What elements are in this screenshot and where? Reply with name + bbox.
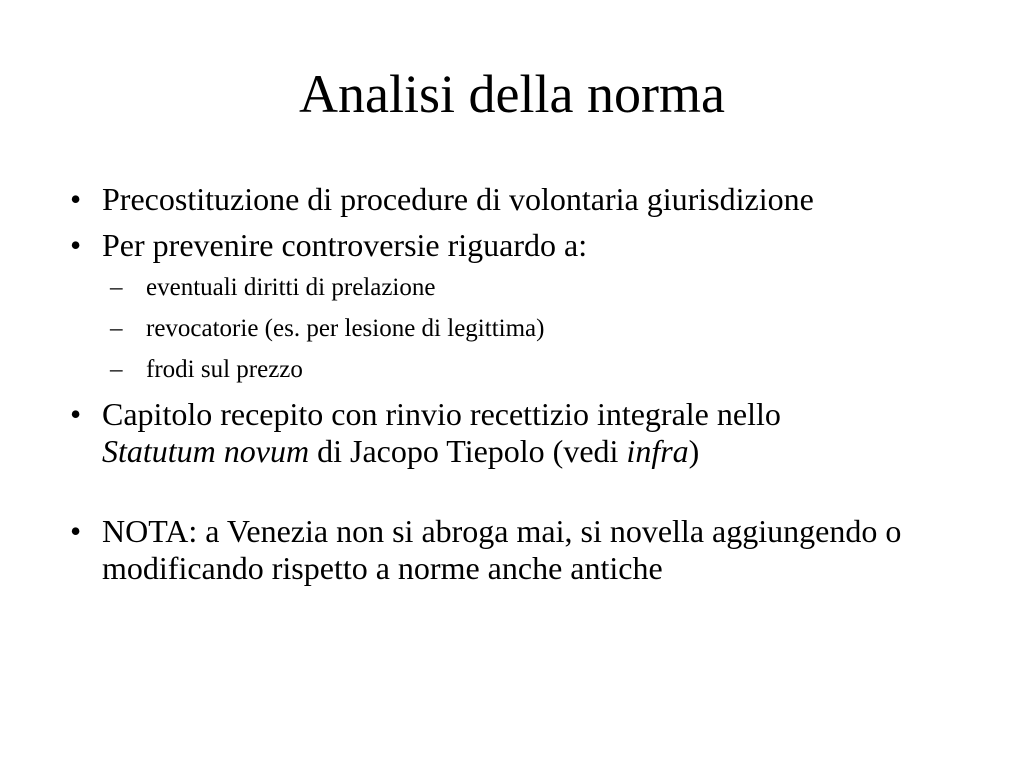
sub-bullet-item: [70, 273, 990, 303]
bullet-icon: •: [70, 227, 82, 263]
bullet-text: NOTA: a Venezia non si abroga mai, si novella aggiungendo o modificando rispetto a norme anche antiche: [102, 513, 902, 586]
slide-body: [70, 181, 990, 596]
bullet-item: [70, 227, 990, 264]
dash-icon: –: [110, 315, 123, 342]
bullet-icon: •: [70, 513, 82, 549]
spacer: [70, 479, 990, 513]
sub-bullet-item: [70, 314, 990, 344]
dash-icon: –: [110, 274, 123, 301]
slide-title: Analisi della norma: [299, 64, 725, 124]
bullet-item: [70, 396, 990, 470]
bullet-text-line: Capitolo recepito con rinvio recettizio integrale nello: [102, 396, 781, 432]
sub-bullet-text: frodi sul prezzo: [146, 356, 303, 383]
bullet-item: [70, 513, 990, 587]
bullet-icon: •: [70, 181, 82, 217]
bullet-text: Per prevenire controversie riguardo a:: [102, 227, 588, 263]
dash-icon: –: [110, 356, 123, 383]
italic-text: infra: [626, 433, 689, 469]
sub-bullet-text: eventuali diritti di prelazione: [146, 274, 436, 301]
bullet-item: [70, 181, 990, 218]
bullet-text-part: di Jacopo Tiepolo (vedi: [309, 433, 627, 469]
bullet-text: Precostituzione di procedure di volontaria giurisdizione: [102, 181, 814, 217]
italic-text: Statutum novum: [102, 433, 310, 469]
bullet-icon: •: [70, 396, 82, 432]
bullet-text-part: ): [688, 433, 700, 469]
sub-bullet-item: [70, 355, 990, 385]
sub-bullet-text: revocatorie (es. per lesione di legittima): [146, 315, 545, 342]
